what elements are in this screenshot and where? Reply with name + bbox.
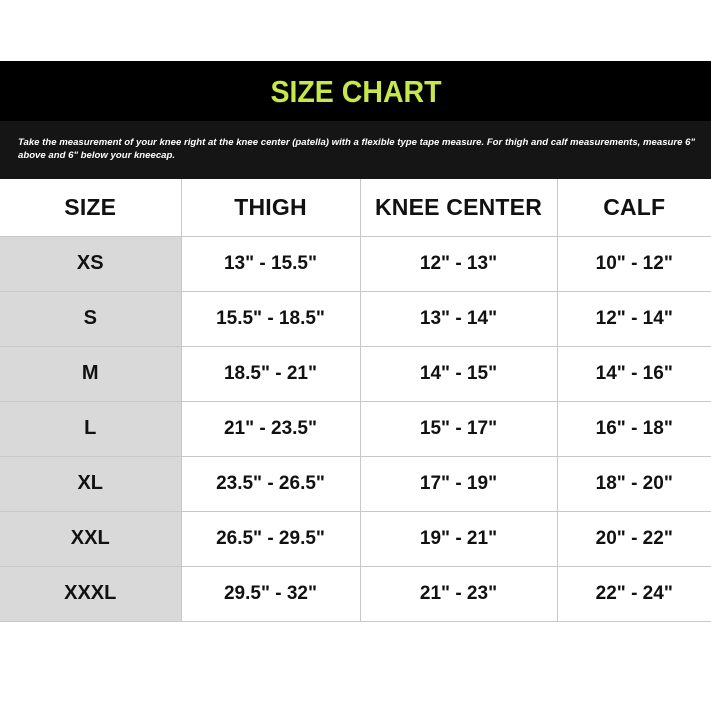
thigh-range: 21" - 23.5" bbox=[181, 401, 360, 456]
size-label: M bbox=[0, 346, 181, 401]
calf-range: 10" - 12" bbox=[557, 236, 711, 291]
size-label: XXXL bbox=[0, 566, 181, 621]
table-row bbox=[0, 401, 711, 456]
column-header-thigh: THIGH bbox=[181, 179, 360, 236]
size-label: XXL bbox=[0, 511, 181, 566]
column-header-knee-center: KNEE CENTER bbox=[360, 179, 557, 236]
measurement-instructions: Take the measurement of your knee right at the knee center (patella) with a flexible type tape measure. For thigh and calf measurements, measure 6" above and 6" below your kneecap. bbox=[0, 121, 711, 179]
size-label: XS bbox=[0, 236, 181, 291]
knee-center-range: 21" - 23" bbox=[360, 566, 557, 621]
calf-range: 14" - 16" bbox=[557, 346, 711, 401]
thigh-range: 13" - 15.5" bbox=[181, 236, 360, 291]
thigh-range: 15.5" - 18.5" bbox=[181, 291, 360, 346]
calf-range: 22" - 24" bbox=[557, 566, 711, 621]
column-header-size: SIZE bbox=[0, 179, 181, 236]
calf-range: 20" - 22" bbox=[557, 511, 711, 566]
size-table bbox=[0, 179, 711, 622]
thigh-range: 23.5" - 26.5" bbox=[181, 456, 360, 511]
table-header-row bbox=[0, 179, 711, 236]
header-bar bbox=[0, 61, 711, 121]
size-label: XL bbox=[0, 456, 181, 511]
table-row bbox=[0, 236, 711, 291]
table-row bbox=[0, 346, 711, 401]
table-row bbox=[0, 456, 711, 511]
size-label: S bbox=[0, 291, 181, 346]
knee-center-range: 19" - 21" bbox=[360, 511, 557, 566]
table-row bbox=[0, 291, 711, 346]
column-header-calf: CALF bbox=[557, 179, 711, 236]
size-label: L bbox=[0, 401, 181, 456]
calf-range: 16" - 18" bbox=[557, 401, 711, 456]
thigh-range: 26.5" - 29.5" bbox=[181, 511, 360, 566]
table-row bbox=[0, 566, 711, 621]
knee-center-range: 12" - 13" bbox=[360, 236, 557, 291]
table-row bbox=[0, 511, 711, 566]
knee-center-range: 14" - 15" bbox=[360, 346, 557, 401]
calf-range: 18" - 20" bbox=[557, 456, 711, 511]
knee-center-range: 17" - 19" bbox=[360, 456, 557, 511]
knee-center-range: 13" - 14" bbox=[360, 291, 557, 346]
calf-range: 12" - 14" bbox=[557, 291, 711, 346]
thigh-range: 18.5" - 21" bbox=[181, 346, 360, 401]
knee-center-range: 15" - 17" bbox=[360, 401, 557, 456]
thigh-range: 29.5" - 32" bbox=[181, 566, 360, 621]
page-title: SIZE CHART bbox=[269, 73, 442, 109]
